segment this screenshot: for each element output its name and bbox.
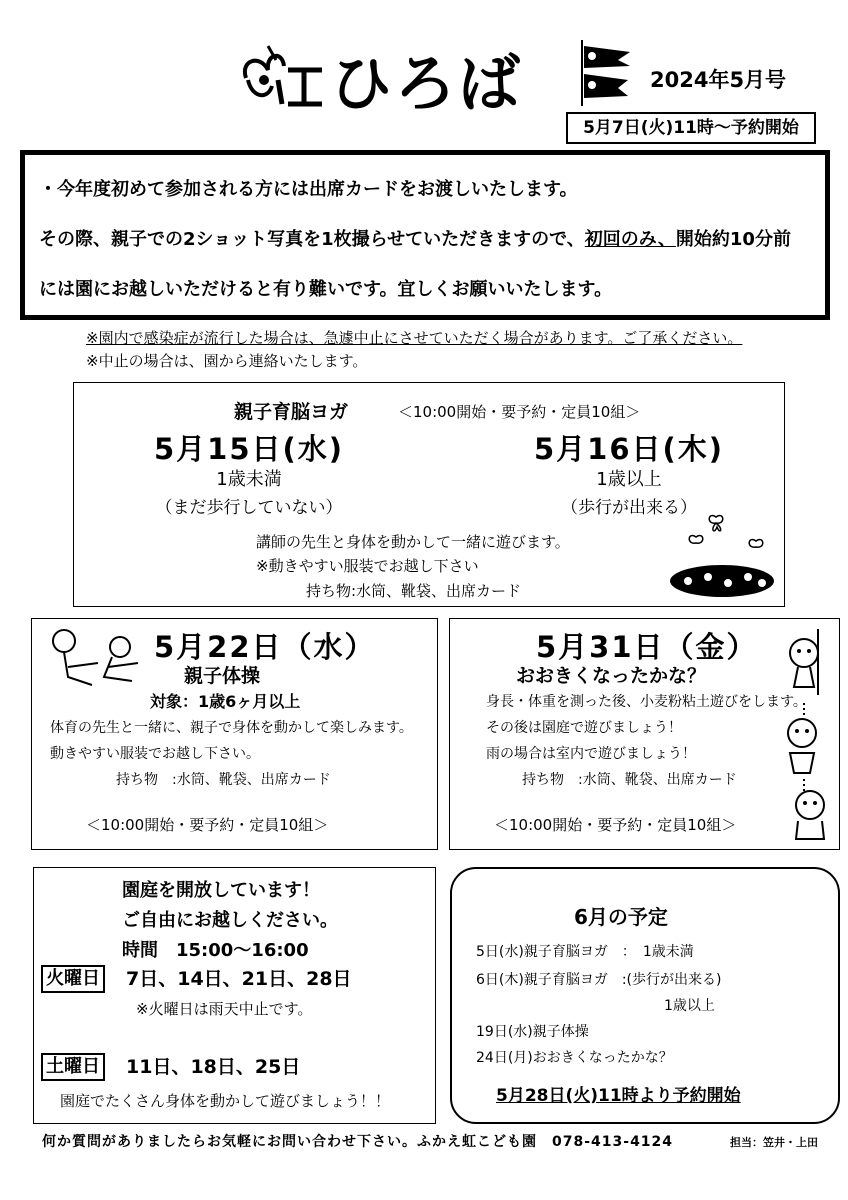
taiso-box — [31, 618, 438, 850]
okiku-box — [449, 618, 840, 850]
june-schedule-box — [450, 867, 840, 1124]
yoga-day2-date: 5月16日(木) — [533, 432, 725, 466]
contact-footer: 何か質問がありましたらお気軽にお問い合わせ下さい。ふかえ虹こども園 078-413-4124 — [42, 1134, 674, 1150]
taiso-desc-2: 動きやすい服装でお越し下さい。 — [50, 746, 260, 762]
june-line-4: 19日(水)親子体操 — [476, 1024, 589, 1040]
yoga-day1-target: 1歳未満 — [216, 469, 282, 490]
reserve-start-badge: 5月7日(火)11時～予約開始 — [566, 112, 816, 144]
taiso-title: 親子体操 — [184, 665, 261, 687]
notice-line-3: には園にお越しいただけると有り難いです。宜しくお願いいたします。 — [39, 279, 613, 300]
yoga-title: 親子育脳ヨガ — [234, 401, 349, 423]
taiso-conditions: ＜10:00開始・要予約・定員10組＞ — [86, 816, 329, 834]
tuesday-dates: 7日、14日、21日、28日 — [126, 968, 352, 990]
june-line-5: 24日(月)おおきくなったかな？ — [476, 1050, 673, 1066]
garden-line-1: 園庭を開放しています！ — [122, 880, 320, 901]
okiku-conditions: ＜10:00開始・要予約・定員10組＞ — [494, 816, 737, 834]
yoga-day2-note: （歩行が出来る） — [561, 498, 697, 518]
taiso-desc-1: 体育の先生と一緒に、親子で身体を動かして楽しみます。 — [50, 720, 413, 736]
saturday-label: 土曜日 — [41, 1053, 105, 1081]
growing-children-icon — [780, 625, 836, 843]
okiku-desc-1: 身長・体重を測った後、小麦粉粘土遊びをします。 — [486, 694, 807, 710]
issue-label: 2024年5月号 — [650, 68, 787, 92]
yoga-day1-note: （まだ歩行していない） — [155, 498, 343, 518]
staff-names: 担当：笠井・上田 — [730, 1136, 818, 1149]
garden-hours: 時間 15:00～16:00 — [122, 940, 309, 961]
koinobori-icon — [578, 38, 642, 106]
yoga-desc-2: ※動きやすい服装でお越し下さい — [256, 557, 479, 575]
saturday-dates: 11日、18日、25日 — [126, 1056, 301, 1078]
notice-line-2b: 初回のみ、 — [584, 229, 676, 250]
garden-line-2: ご自由にお越しください。 — [122, 910, 338, 931]
okiku-desc-3: 雨の場合は室内で遊びましょう！ — [486, 746, 696, 762]
tuesday-label: 火曜日 — [41, 965, 105, 993]
taiso-date: 5月22日（水） — [154, 630, 376, 664]
june-line-3: 1歳以上 — [664, 998, 715, 1014]
caution-1: ※園内で感染症が流行した場合は、急遽中止にさせていただく場合があります。ご了承ください。 — [86, 329, 743, 347]
parent-child-exercise-icon — [42, 627, 152, 697]
june-title: 6月の予定 — [574, 905, 668, 929]
rainbow-butterfly-logo-icon — [238, 40, 324, 112]
june-line-1: 5日(水)親子育脳ヨガ ： 1歳未満 — [476, 944, 694, 960]
caution-2: ※中止の場合は、園から連絡いたします。 — [86, 352, 368, 370]
notice-line-2c: 開始約10分前 — [675, 229, 791, 250]
june-line-2: 6日(木)親子育脳ヨガ :(歩行が出来る) — [476, 972, 722, 988]
okiku-date: 5月31日（金） — [536, 630, 758, 664]
yoga-items: 持ち物:水筒、靴袋、出席カード — [306, 582, 522, 600]
okiku-desc-2: その後は園庭で遊びましょう！ — [486, 720, 682, 736]
june-reserve: 5月28日(火)11時より予約開始 — [496, 1086, 741, 1106]
yoga-conditions: ＜10:00開始・要予約・定員10組＞ — [398, 403, 641, 421]
garden-box — [33, 867, 436, 1124]
taiso-target: 対象：1歳6ヶ月以上 — [150, 692, 301, 711]
taiso-items: 持ち物 :水筒、靴袋、出席カード — [116, 772, 331, 788]
notice-line-2a: その際、親子での2ショット写真を1枚撮らせていただきますので、 — [39, 229, 585, 250]
notice-box — [20, 150, 830, 320]
yoga-day2-target: 1歳以上 — [596, 469, 662, 490]
garden-closing: 園庭でたくさん身体を動かして遊びましょう！！ — [60, 1092, 391, 1110]
flowers-butterflies-icon — [668, 511, 780, 601]
okiku-title: おおきくなったかな？ — [516, 665, 707, 687]
logo-title: ひろば — [330, 47, 523, 120]
notice-line-1: ・今年度初めて参加される方には出席カードをお渡しいたします。 — [39, 179, 578, 200]
okiku-items: 持ち物 :水筒、靴袋、出席カード — [522, 772, 737, 788]
yoga-box — [73, 382, 785, 607]
notice-line-2 — [39, 227, 825, 277]
yoga-desc-1: 講師の先生と身体を動かして一緒に遊びます。 — [256, 533, 570, 551]
tuesday-note: ※火曜日は雨天中止です。 — [136, 1000, 313, 1018]
yoga-day1-date: 5月15日(水) — [153, 432, 345, 466]
